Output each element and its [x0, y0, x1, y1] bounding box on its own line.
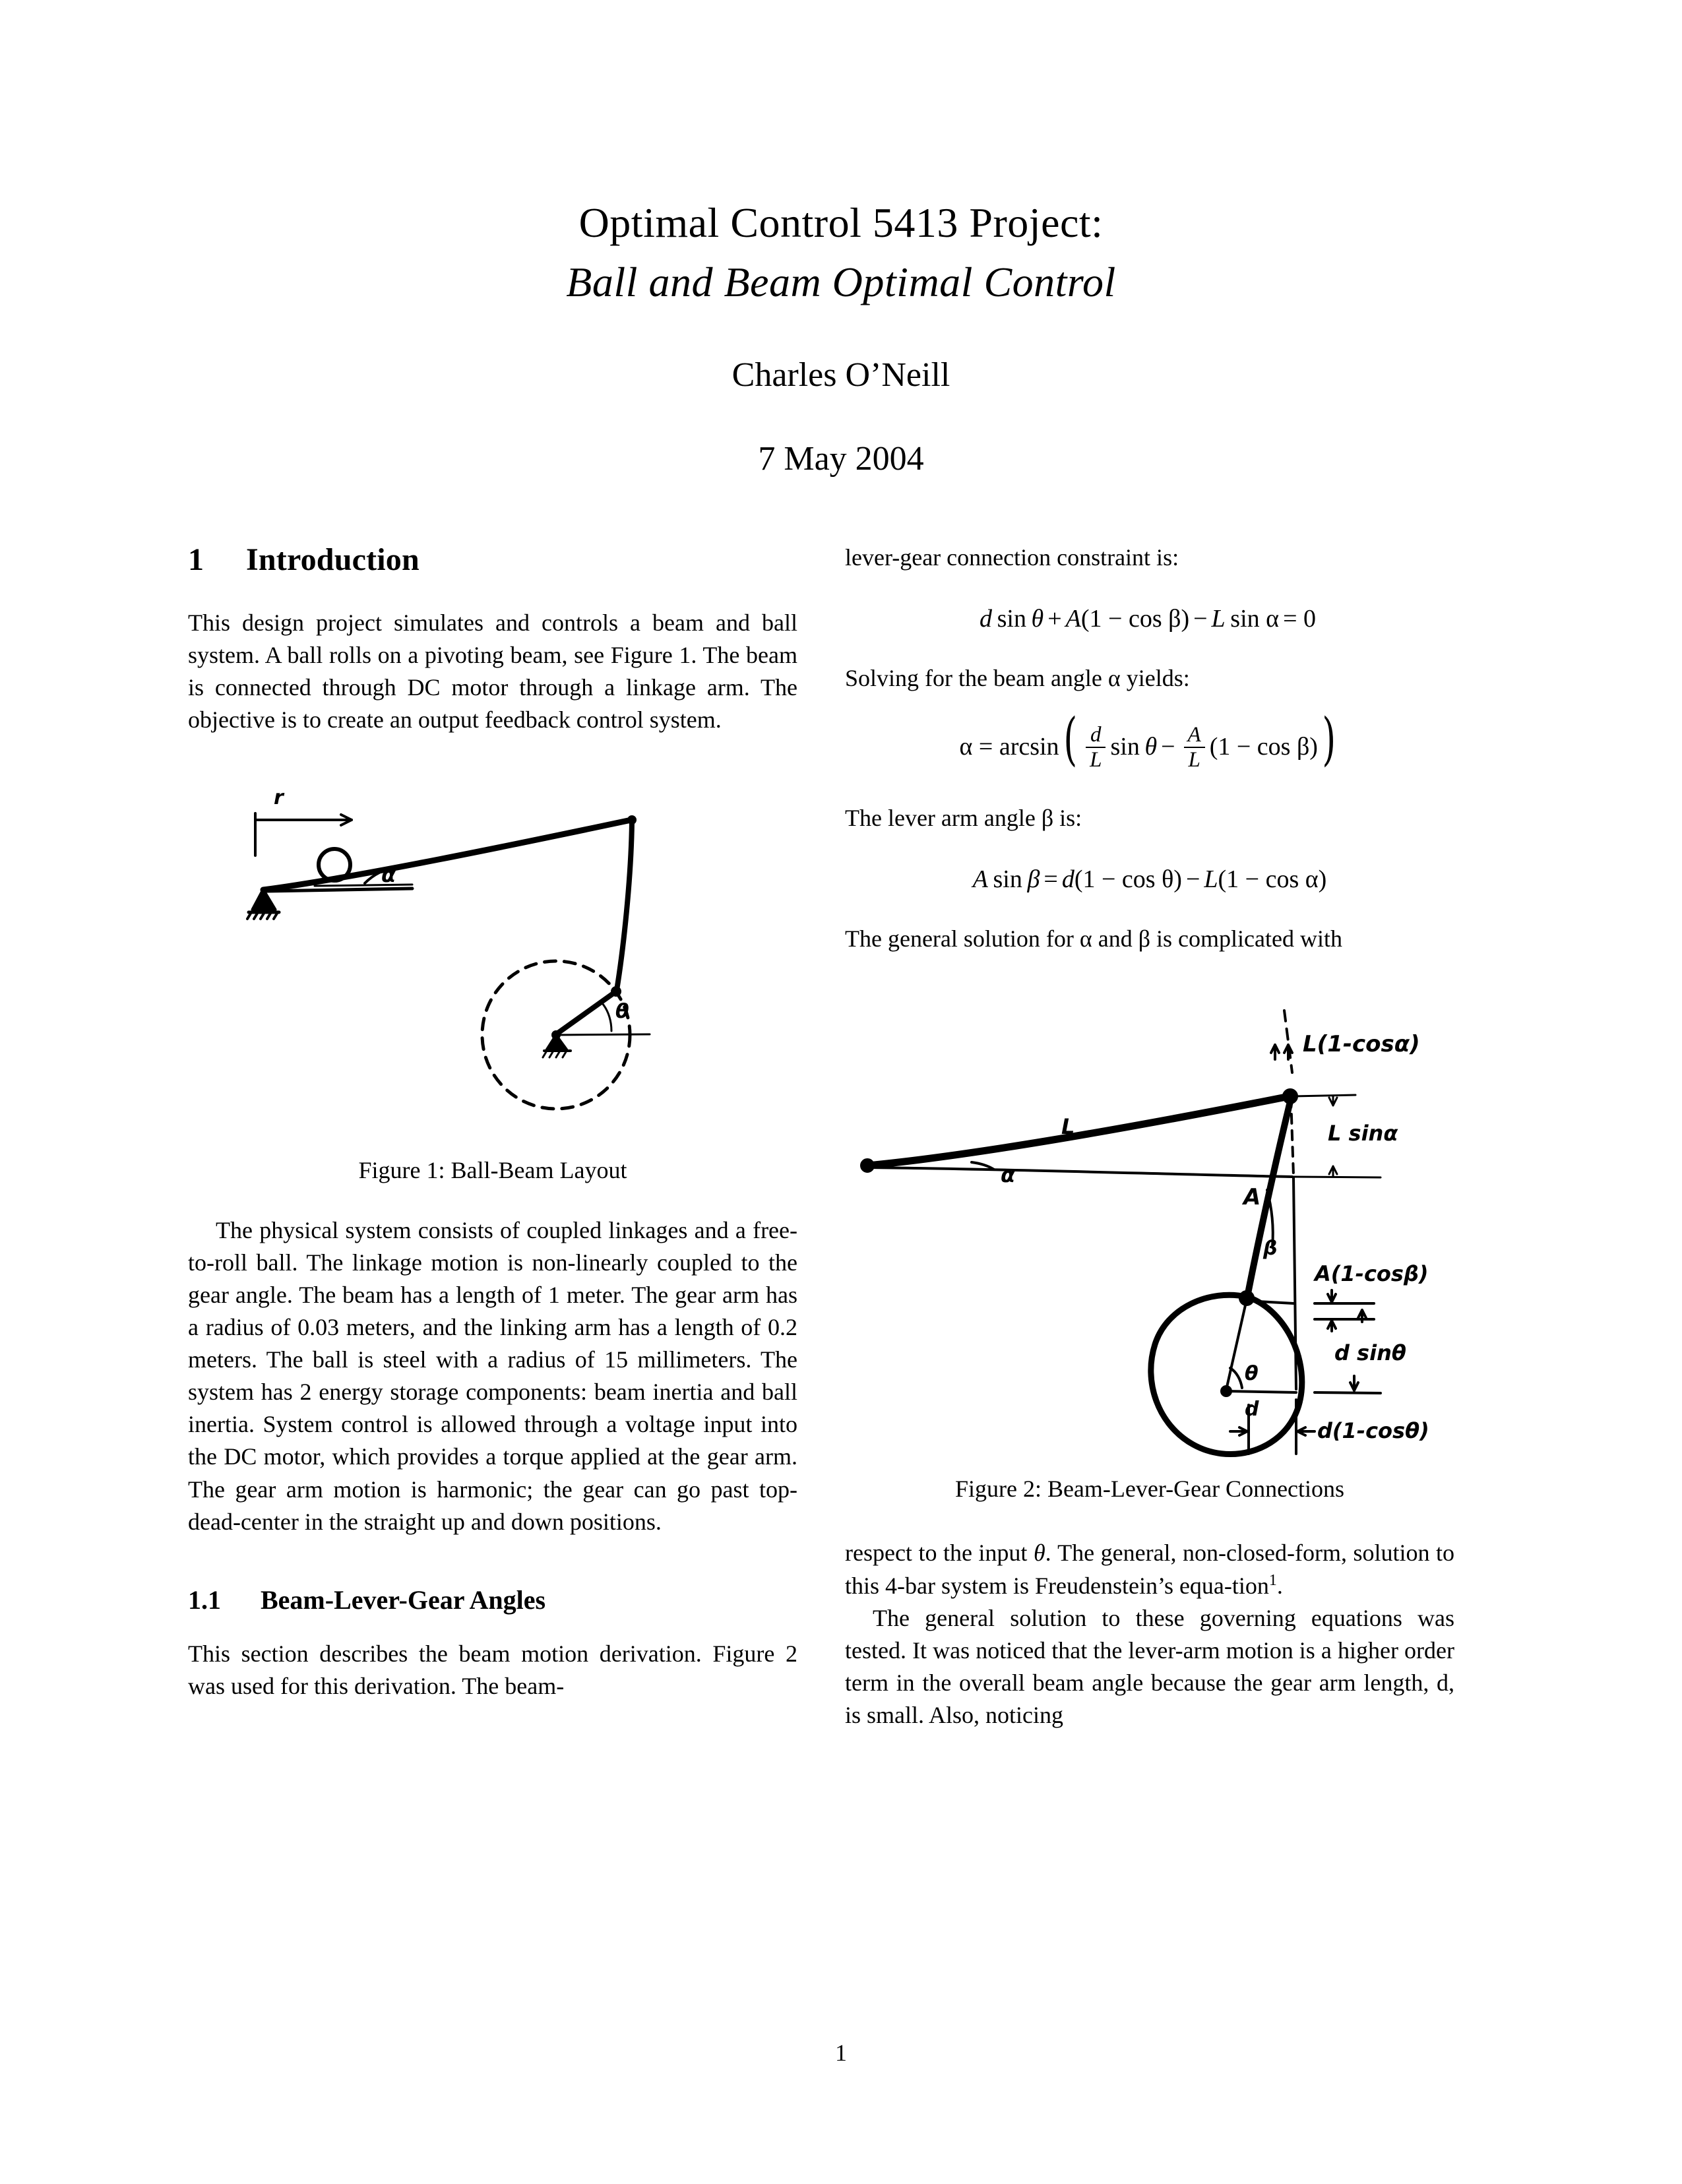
section-title: Introduction	[246, 542, 420, 578]
title-block	[188, 198, 1494, 478]
figure-2-drawing	[853, 999, 1447, 1460]
intro-paragraph-1: This design project simulates and controls a beam and ball system. A ball rolls on a pivoting beam, see Figure 1. The beam is connected through DC motor through a linkage arm. The objective is to create an output feedback control system.	[188, 609, 797, 733]
respect-theta: θ	[1033, 1540, 1045, 1567]
Acos-arrow-down	[1328, 1290, 1336, 1302]
respect-post: . The general, non-closed-form, solution to this 4-bar system is Freudenstein’s equa-tion	[845, 1540, 1455, 1599]
eq1-minus: −	[1193, 605, 1208, 633]
gear-horizontal-reference	[556, 1034, 650, 1035]
eq2-sin-theta: sin θ	[1110, 733, 1158, 761]
document-title-line2: Ball and Beam Optimal Control	[566, 258, 1116, 305]
subsection-paragraph-1: This section describes the beam motion derivation. Figure 2 was used for this derivation. The beam-	[188, 1640, 797, 1699]
beam-horizontal-reference	[869, 1168, 1292, 1177]
beam-angle-reference-2	[315, 885, 412, 886]
figure2-label-L: L	[1061, 1114, 1075, 1140]
equation-3	[845, 865, 1454, 894]
figure2-label-alpha: α	[1001, 1162, 1015, 1188]
figure1-label-alpha: α	[381, 861, 396, 887]
eq1-plus: +	[1047, 605, 1062, 633]
gear-circle	[1151, 1295, 1302, 1454]
eq3-equals: =	[1043, 865, 1058, 894]
theta-angle-arc	[1230, 1368, 1242, 1388]
eq2-frac1-numerator: d	[1090, 723, 1102, 747]
eq1-theta: θ	[1031, 605, 1044, 633]
dsin-leader	[1315, 1392, 1381, 1393]
eq1-L: L	[1211, 605, 1226, 633]
paragraph-general-solution-complicated: The general solution for α and β is complicated with	[845, 925, 1342, 952]
beam-L-line	[867, 1096, 1290, 1166]
eq2-frac-d-over-L	[1086, 724, 1106, 772]
eq1-A: A	[1065, 605, 1081, 633]
beam-line	[263, 820, 631, 890]
left-column	[188, 542, 797, 1702]
page-number: 1	[835, 2040, 847, 2066]
subsection-heading-beam-lever-gear-angles	[188, 1584, 797, 1615]
equation-1	[845, 604, 1454, 633]
gear-center-horizontal	[1226, 1391, 1296, 1392]
paragraph-respect-to-input	[845, 1537, 1454, 1602]
linkage-arm	[617, 821, 632, 990]
figure2-label-L-one-minus-cos-alpha: L(1-cosα)	[1303, 1031, 1420, 1058]
vertical-dashed-top	[1284, 1011, 1292, 1073]
subsection-title: Beam-Lever-Gear Angles	[261, 1584, 546, 1615]
eq1-d: d	[979, 605, 992, 633]
eq3-cos-theta-group: (1 − cos θ)	[1074, 865, 1182, 894]
Lsin-upper-arrow	[1329, 1096, 1337, 1106]
beam-pivot-support	[253, 890, 275, 910]
Lsin-lower-arrow	[1329, 1166, 1337, 1177]
figure2-label-d-sin-theta: d sinθ	[1334, 1340, 1406, 1366]
gear-radius-d	[1226, 1299, 1247, 1390]
eq2-lhs: α = arcsin	[959, 733, 1059, 761]
section-number: 1	[188, 542, 204, 578]
lead-in-solving-alpha: Solving for the beam angle α yields:	[845, 665, 1190, 692]
eq3-cos-alpha-group: (1 − cos α)	[1218, 865, 1327, 894]
theta-angle-arc	[602, 1003, 611, 1031]
subsection-number: 1.1	[188, 1584, 221, 1615]
eq2-cos-beta-group: (1 − cos β)	[1209, 733, 1318, 761]
eq2-minus: −	[1161, 733, 1175, 761]
section-heading-introduction	[188, 542, 797, 578]
figure-1-caption: Figure 1: Ball-Beam Layout	[358, 1156, 627, 1183]
eq3-d: d	[1061, 865, 1075, 894]
respect-end: .	[1276, 1572, 1283, 1599]
eq3-minus: −	[1185, 865, 1200, 894]
figure2-label-theta: θ	[1245, 1362, 1259, 1386]
Acos-arrow-up	[1328, 1321, 1336, 1331]
figure2-label-beta: β	[1263, 1237, 1278, 1261]
eq1-sin-theta: sin θ	[997, 605, 1044, 633]
figure1-label-theta: θ	[615, 999, 629, 1023]
dcos-arrow-right	[1297, 1427, 1315, 1435]
figure-2	[845, 999, 1454, 1503]
figure-2-caption: Figure 2: Beam-Lever-Gear Connections	[954, 1476, 1345, 1503]
eq3-A: A	[972, 865, 988, 894]
eq2-frac2-denominator: L	[1184, 747, 1205, 772]
figure2-label-A-one-minus-cos-beta: A(1-cosβ)	[1315, 1261, 1429, 1287]
beam-left-pivot	[861, 1159, 874, 1172]
figure1-label-r: r	[274, 786, 284, 809]
respect-pre: respect to the input	[845, 1540, 1034, 1567]
eq3-L: L	[1204, 865, 1218, 894]
figure-1-drawing	[235, 772, 750, 1142]
eq1-sin-alpha: sin α	[1230, 605, 1280, 633]
figure-1	[188, 772, 797, 1184]
figure2-label-A: A	[1243, 1184, 1261, 1211]
figure2-label-d-one-minus-cos-theta: d(1-cosθ)	[1317, 1418, 1429, 1444]
dsin-arrow	[1350, 1376, 1358, 1390]
eq2-frac2-numerator: A	[1187, 723, 1201, 747]
document-author: Charles O’Neill	[732, 356, 950, 394]
figure2-label-L-sin-alpha: L sinα	[1328, 1121, 1398, 1146]
crank-pin-horizontal	[1247, 1301, 1293, 1303]
right-continuation-line: lever-gear connection constraint is:	[845, 544, 1179, 571]
eq3-sin-beta: sin β	[993, 865, 1040, 894]
footnote-marker[interactable]: 1	[1268, 1571, 1277, 1589]
gear-pivot-support	[547, 1035, 567, 1049]
document-date: 7 May 2004	[758, 440, 924, 478]
document-title-line1: Optimal Control 5413 Project:	[578, 199, 1104, 246]
right-column	[845, 542, 1454, 1732]
paragraph-general-solution-tested: The general solution to these governing equations was tested. It was noticed that the lever-arm motion is a higher order term in the overall beam angle because the gear arm length, d, is small. Also, noticing	[845, 1604, 1454, 1729]
figure2-label-d: d	[1245, 1398, 1259, 1421]
intro-paragraph-2: The physical system consists of coupled linkages and a free-to-roll ball. The linkage motion is non-linearly coupled to the gear angle. The beam has a length of 1 meter. The gear arm has a radius of 0.03 meters, and the linking arm has a length of 0.2 meters. The ball is steel with a radius of 15 millimeters. The system has 2 energy storage components: beam inertia and ball inertia. System control is allowed through a voltage input into the DC motor, which provides a torque applied at the gear arm. The gear arm motion is harmonic; the gear can go past top-dead-center in the straight up and down positions.	[188, 1216, 797, 1535]
eq2-frac1-denominator: L	[1086, 747, 1106, 772]
Lsin-upper-leader	[1292, 1095, 1355, 1096]
eq2-frac-A-over-L	[1184, 724, 1205, 772]
eq1-cos-beta-group: (1 − cos β)	[1080, 605, 1190, 633]
lead-in-lever-arm-angle: The lever arm angle β is:	[845, 805, 1082, 832]
dcos-arrow-left	[1230, 1427, 1247, 1435]
equation-2: α = arcsin( $\frac{d}{L}$ sin θ − $\frac{A}{L}$ (1 − cos β))	[959, 706, 1336, 773]
two-column-body	[188, 542, 1494, 1732]
eq1-equals-zero: = 0	[1283, 605, 1316, 633]
Lcos-arrow-1	[1271, 1045, 1279, 1059]
